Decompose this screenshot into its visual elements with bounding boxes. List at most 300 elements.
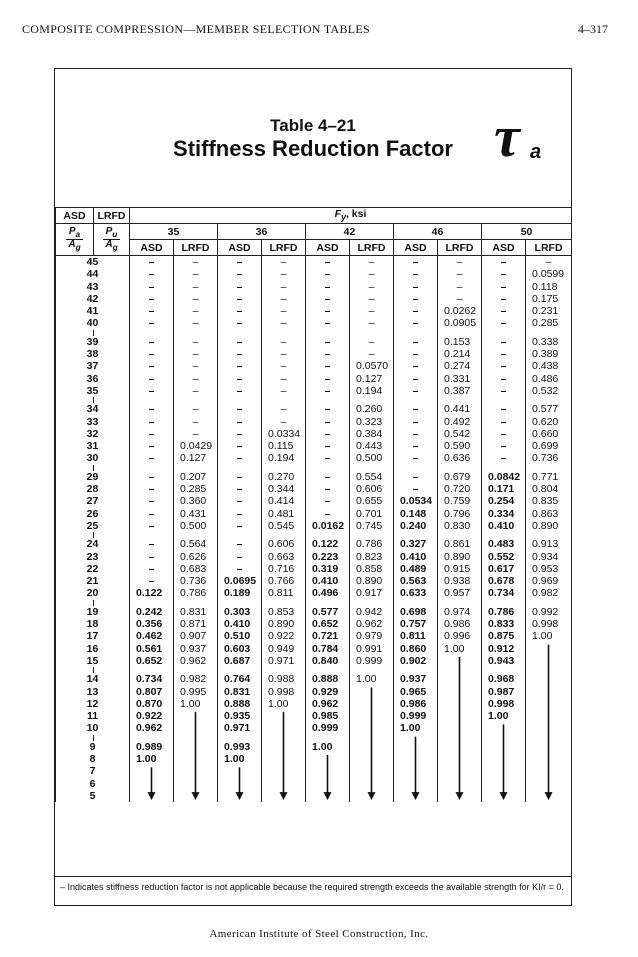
table-row xyxy=(56,508,572,520)
stiffness-table xyxy=(55,207,572,802)
asd-value-cell: – xyxy=(218,538,262,550)
asd-value-cell xyxy=(482,790,526,802)
asd-top-header: ASD xyxy=(56,208,94,224)
asd-value-cell: – xyxy=(306,348,350,360)
lrfd-value-cell: 0.683 xyxy=(174,563,218,575)
asd-value-cell: 0.240 xyxy=(394,520,438,532)
lrfd-value-cell: 0.996 xyxy=(438,630,482,642)
ratio-cell: 13 xyxy=(56,686,130,698)
lrfd-value-cell xyxy=(262,753,306,765)
asd-value-cell xyxy=(218,790,262,802)
asd-value-cell: – xyxy=(306,452,350,464)
lrfd-value-cell xyxy=(262,741,306,753)
asd-value-cell: – xyxy=(306,360,350,372)
lrfd-value-cell: 0.949 xyxy=(262,643,306,655)
asd-value-cell: – xyxy=(218,428,262,440)
asd-value-cell: – xyxy=(306,256,350,269)
lrfd-value-cell: 0.679 xyxy=(438,471,482,483)
asd-value-cell: 0.698 xyxy=(394,606,438,618)
asd-value-cell: – xyxy=(482,428,526,440)
lrfd-value-cell: 0.545 xyxy=(262,520,306,532)
lrfd-value-cell: – xyxy=(438,293,482,305)
lrfd-value-cell: 0.231 xyxy=(526,305,572,317)
asd-value-cell: – xyxy=(394,416,438,428)
table-row xyxy=(56,722,572,734)
col-lrfd: LRFD xyxy=(526,240,572,256)
lrfd-value-cell xyxy=(526,673,572,685)
asd-value-cell: 0.971 xyxy=(218,722,262,734)
lrfd-value-cell: – xyxy=(350,281,394,293)
lrfd-value-cell xyxy=(438,753,482,765)
lrfd-value-cell: 0.962 xyxy=(174,655,218,667)
lrfd-value-cell: 1.00 xyxy=(262,698,306,710)
lrfd-value-cell: 0.443 xyxy=(350,440,394,452)
asd-value-cell xyxy=(306,753,350,765)
table-row xyxy=(56,256,572,269)
lrfd-top-header: LRFD xyxy=(94,208,130,224)
strength-50: 50 xyxy=(482,224,572,240)
lrfd-value-cell xyxy=(438,710,482,722)
asd-value-cell: – xyxy=(306,508,350,520)
lrfd-value-cell: 0.982 xyxy=(526,587,572,599)
asd-value-cell: – xyxy=(306,495,350,507)
ratio-cell: 44 xyxy=(56,268,130,280)
ratio-cell: 17 xyxy=(56,630,130,642)
lrfd-value-cell: 0.942 xyxy=(350,606,394,618)
lrfd-value-cell: 0.270 xyxy=(262,471,306,483)
ratio-cell: 32 xyxy=(56,428,130,440)
lrfd-value-cell: 0.384 xyxy=(350,428,394,440)
asd-value-cell: 0.462 xyxy=(130,630,174,642)
lrfd-value-cell xyxy=(350,778,394,790)
asd-value-cell: – xyxy=(218,293,262,305)
lrfd-value-cell: 0.937 xyxy=(174,643,218,655)
asd-value-cell: 0.986 xyxy=(394,698,438,710)
table-row xyxy=(56,373,572,385)
asd-value-cell: 0.993 xyxy=(218,741,262,753)
ratio-cell: 20 xyxy=(56,587,130,599)
lrfd-value-cell: 0.979 xyxy=(350,630,394,642)
asd-value-cell: – xyxy=(482,385,526,397)
ratio-cell: 6 xyxy=(56,778,130,790)
lrfd-value-cell: 0.938 xyxy=(438,575,482,587)
asd-value-cell: – xyxy=(130,551,174,563)
asd-value-cell xyxy=(130,778,174,790)
asd-value-cell: 0.254 xyxy=(482,495,526,507)
ratio-cell: 37 xyxy=(56,360,130,372)
lrfd-value-cell: 0.500 xyxy=(174,520,218,532)
asd-value-cell: – xyxy=(130,360,174,372)
lrfd-value-cell: 0.323 xyxy=(350,416,394,428)
ratio-cell: 39 xyxy=(56,336,130,348)
lrfd-value-cell xyxy=(438,698,482,710)
lrfd-value-cell: 0.115 xyxy=(262,440,306,452)
asd-value-cell: 0.687 xyxy=(218,655,262,667)
lrfd-value-cell: 0.153 xyxy=(438,336,482,348)
asd-value-cell: 0.999 xyxy=(394,710,438,722)
lrfd-value-cell: 0.0570 xyxy=(350,360,394,372)
table-row xyxy=(56,317,572,329)
lrfd-value-cell xyxy=(174,710,218,722)
table-row xyxy=(56,483,572,495)
asd-value-cell: – xyxy=(218,416,262,428)
asd-value-cell: 1.00 xyxy=(482,710,526,722)
lrfd-value-cell: – xyxy=(262,256,306,269)
lrfd-value-cell: 0.441 xyxy=(438,403,482,415)
lrfd-value-cell: – xyxy=(526,256,572,269)
lrfd-value-cell: 0.759 xyxy=(438,495,482,507)
ratio-cell: 14 xyxy=(56,673,130,685)
asd-value-cell: – xyxy=(482,317,526,329)
asd-value-cell: – xyxy=(306,471,350,483)
asd-value-cell: – xyxy=(394,360,438,372)
asd-value-cell: – xyxy=(130,373,174,385)
asd-value-cell: – xyxy=(218,551,262,563)
lrfd-value-cell: – xyxy=(350,256,394,269)
lrfd-value-cell: 0.720 xyxy=(438,483,482,495)
asd-value-cell: – xyxy=(306,268,350,280)
lrfd-value-cell: – xyxy=(174,416,218,428)
asd-value-cell: 1.00 xyxy=(306,741,350,753)
tau-symbol: τ xyxy=(494,104,520,169)
lrfd-value-cell xyxy=(350,698,394,710)
asd-value-cell: – xyxy=(482,305,526,317)
lrfd-value-cell: 1.00 xyxy=(526,630,572,642)
table-row xyxy=(56,655,572,667)
lrfd-value-cell xyxy=(438,722,482,734)
asd-value-cell xyxy=(482,741,526,753)
asd-value-cell: 1.00 xyxy=(130,753,174,765)
table-row xyxy=(56,618,572,630)
asd-value-cell xyxy=(130,790,174,802)
ratio-cell: 36 xyxy=(56,373,130,385)
asd-value-cell xyxy=(394,790,438,802)
asd-value-cell: – xyxy=(394,440,438,452)
lrfd-value-cell: 0.194 xyxy=(262,452,306,464)
lrfd-value-cell: 0.890 xyxy=(262,618,306,630)
lrfd-value-cell: 0.861 xyxy=(438,538,482,550)
strength-46: 46 xyxy=(394,224,482,240)
ratio-cell: 22 xyxy=(56,563,130,575)
table-row xyxy=(56,385,572,397)
lrfd-value-cell xyxy=(174,778,218,790)
asd-value-cell: – xyxy=(218,317,262,329)
asd-value-cell: – xyxy=(394,268,438,280)
lrfd-value-cell xyxy=(526,778,572,790)
asd-value-cell: – xyxy=(218,305,262,317)
asd-value-cell: 1.00 xyxy=(394,722,438,734)
lrfd-value-cell xyxy=(350,790,394,802)
asd-value-cell: – xyxy=(218,508,262,520)
asd-value-cell: – xyxy=(130,520,174,532)
lrfd-value-cell: – xyxy=(262,348,306,360)
table-row xyxy=(56,403,572,415)
lrfd-value-cell: – xyxy=(174,305,218,317)
table-row xyxy=(56,495,572,507)
asd-value-cell: – xyxy=(130,495,174,507)
ratio-cell: 23 xyxy=(56,551,130,563)
lrfd-value-cell: 0.971 xyxy=(262,655,306,667)
table-title: Stiffness Reduction Factor xyxy=(173,136,453,161)
ratio-cell: 11 xyxy=(56,710,130,722)
lrfd-value-cell xyxy=(526,643,572,655)
lrfd-value-cell: 0.577 xyxy=(526,403,572,415)
lrfd-value-cell: 0.907 xyxy=(174,630,218,642)
lrfd-value-cell: 0.492 xyxy=(438,416,482,428)
asd-value-cell: 0.985 xyxy=(306,710,350,722)
lrfd-value-cell: 0.934 xyxy=(526,551,572,563)
asd-value-cell: 0.999 xyxy=(306,722,350,734)
lrfd-value-cell xyxy=(350,722,394,734)
lrfd-value-cell xyxy=(262,765,306,777)
asd-value-cell: 0.603 xyxy=(218,643,262,655)
lrfd-value-cell xyxy=(526,698,572,710)
asd-value-cell xyxy=(394,778,438,790)
asd-value-cell: 0.721 xyxy=(306,630,350,642)
lrfd-value-cell: 0.811 xyxy=(262,587,306,599)
asd-value-cell: – xyxy=(130,538,174,550)
asd-value-cell: 0.734 xyxy=(482,587,526,599)
asd-value-cell: – xyxy=(306,483,350,495)
col-asd: ASD xyxy=(394,240,438,256)
asd-value-cell: 0.652 xyxy=(130,655,174,667)
publisher-footer: American Institute of Steel Construction, Inc. xyxy=(209,928,429,940)
asd-value-cell: – xyxy=(482,403,526,415)
lrfd-value-cell: 0.804 xyxy=(526,483,572,495)
lrfd-value-cell: 0.0905 xyxy=(438,317,482,329)
asd-value-cell: – xyxy=(306,440,350,452)
asd-value-cell: – xyxy=(394,428,438,440)
asd-value-cell: 0.833 xyxy=(482,618,526,630)
asd-value-cell: – xyxy=(218,336,262,348)
lrfd-value-cell: 0.745 xyxy=(350,520,394,532)
lrfd-value-cell: 0.766 xyxy=(262,575,306,587)
lrfd-value-cell xyxy=(174,753,218,765)
asd-value-cell xyxy=(130,765,174,777)
lrfd-value-cell: 0.957 xyxy=(438,587,482,599)
lrfd-value-cell xyxy=(438,741,482,753)
asd-value-cell: – xyxy=(394,471,438,483)
lrfd-value-cell xyxy=(526,790,572,802)
asd-value-cell: 0.764 xyxy=(218,673,262,685)
lrfd-value-cell: 0.590 xyxy=(438,440,482,452)
lrfd-value-cell: – xyxy=(438,281,482,293)
lrfd-value-cell: 0.0262 xyxy=(438,305,482,317)
lrfd-value-cell: – xyxy=(174,403,218,415)
asd-value-cell: – xyxy=(394,385,438,397)
lrfd-value-cell: 0.0334 xyxy=(262,428,306,440)
asd-value-cell: – xyxy=(482,373,526,385)
asd-value-cell: – xyxy=(394,373,438,385)
lrfd-value-cell: 0.922 xyxy=(262,630,306,642)
ratio-cell: 33 xyxy=(56,416,130,428)
lrfd-value-cell: – xyxy=(438,256,482,269)
asd-value-cell: 0.929 xyxy=(306,686,350,698)
lrfd-value-cell: 0.486 xyxy=(526,373,572,385)
asd-value-cell xyxy=(218,765,262,777)
asd-value-cell: 0.987 xyxy=(482,686,526,698)
asd-value-cell: – xyxy=(394,305,438,317)
lrfd-value-cell: – xyxy=(262,281,306,293)
lrfd-value-cell: 0.214 xyxy=(438,348,482,360)
lrfd-value-cell: – xyxy=(262,416,306,428)
asd-value-cell: – xyxy=(130,575,174,587)
lrfd-value-cell xyxy=(350,741,394,753)
lrfd-value-cell: 0.736 xyxy=(174,575,218,587)
asd-value-cell: 0.410 xyxy=(394,551,438,563)
lrfd-value-cell: – xyxy=(174,428,218,440)
lrfd-value-cell: 0.606 xyxy=(262,538,306,550)
asd-value-cell: – xyxy=(218,373,262,385)
lrfd-value-cell: 0.0599 xyxy=(526,268,572,280)
lrfd-value-cell xyxy=(526,753,572,765)
ratio-cell: 21 xyxy=(56,575,130,587)
asd-value-cell: 0.319 xyxy=(306,563,350,575)
lrfd-value-cell: 0.532 xyxy=(526,385,572,397)
asd-value-cell xyxy=(482,722,526,734)
lrfd-value-cell: 0.285 xyxy=(526,317,572,329)
asd-value-cell: – xyxy=(218,483,262,495)
table-row xyxy=(56,293,572,305)
lrfd-value-cell xyxy=(438,673,482,685)
ratio-cell: 34 xyxy=(56,403,130,415)
lrfd-value-cell: 0.863 xyxy=(526,508,572,520)
lrfd-value-cell xyxy=(438,790,482,802)
asd-value-cell: 0.483 xyxy=(482,538,526,550)
lrfd-value-cell xyxy=(526,765,572,777)
table-row xyxy=(56,268,572,280)
asd-value-cell: 0.0842 xyxy=(482,471,526,483)
ratio-cell: 10 xyxy=(56,722,130,734)
asd-value-cell: 0.510 xyxy=(218,630,262,642)
asd-value-cell: 0.122 xyxy=(306,538,350,550)
asd-value-cell: – xyxy=(482,293,526,305)
lrfd-value-cell: 0.360 xyxy=(174,495,218,507)
lrfd-value-cell: 0.853 xyxy=(262,606,306,618)
lrfd-value-cell xyxy=(262,722,306,734)
asd-value-cell: 0.561 xyxy=(130,643,174,655)
lrfd-value-cell: 1.00 xyxy=(438,643,482,655)
table-row xyxy=(56,753,572,765)
asd-value-cell: – xyxy=(306,416,350,428)
lrfd-value-cell: 0.118 xyxy=(526,281,572,293)
table-row xyxy=(56,538,572,550)
lrfd-value-cell: 0.481 xyxy=(262,508,306,520)
table-row xyxy=(56,336,572,348)
asd-value-cell xyxy=(482,778,526,790)
lrfd-value-cell: 0.500 xyxy=(350,452,394,464)
table-row xyxy=(56,281,572,293)
lrfd-value-cell: 0.974 xyxy=(438,606,482,618)
ratio-cell: 28 xyxy=(56,483,130,495)
col-asd: ASD xyxy=(306,240,350,256)
lrfd-value-cell xyxy=(526,710,572,722)
lrfd-value-cell: – xyxy=(262,385,306,397)
asd-value-cell: – xyxy=(130,336,174,348)
asd-value-cell: – xyxy=(306,403,350,415)
lrfd-value-cell: 0.663 xyxy=(262,551,306,563)
asd-value-cell: 0.189 xyxy=(218,587,262,599)
asd-value-cell: 0.563 xyxy=(394,575,438,587)
asd-value-cell: 0.122 xyxy=(130,587,174,599)
lrfd-value-cell: – xyxy=(438,268,482,280)
lrfd-value-cell: – xyxy=(350,305,394,317)
lrfd-value-cell: 0.542 xyxy=(438,428,482,440)
asd-value-cell: 0.989 xyxy=(130,741,174,753)
table-number: Table 4–21 xyxy=(270,116,356,135)
asd-value-cell: – xyxy=(130,471,174,483)
asd-value-cell xyxy=(394,753,438,765)
lrfd-value-cell: 0.701 xyxy=(350,508,394,520)
note-divider xyxy=(55,876,571,877)
strength-35: 35 xyxy=(130,224,218,240)
lrfd-value-cell: 0.438 xyxy=(526,360,572,372)
lrfd-value-cell: 0.991 xyxy=(350,643,394,655)
asd-value-cell: 0.303 xyxy=(218,606,262,618)
lrfd-value-cell: 0.655 xyxy=(350,495,394,507)
lrfd-value-cell: 0.890 xyxy=(438,551,482,563)
asd-value-cell: – xyxy=(218,385,262,397)
ratio-cell: 35 xyxy=(56,385,130,397)
asd-value-cell: 0.410 xyxy=(306,575,350,587)
asd-value-cell: – xyxy=(130,348,174,360)
asd-value-cell xyxy=(306,765,350,777)
table-row xyxy=(56,305,572,317)
asd-value-cell: – xyxy=(130,452,174,464)
lrfd-value-cell xyxy=(438,655,482,667)
asd-value-cell: – xyxy=(218,452,262,464)
lrfd-value-cell: 0.431 xyxy=(174,508,218,520)
lrfd-value-cell: 0.986 xyxy=(438,618,482,630)
lrfd-value-cell: – xyxy=(350,348,394,360)
lrfd-value-cell: 0.699 xyxy=(526,440,572,452)
asd-value-cell: 0.962 xyxy=(306,698,350,710)
lrfd-value-cell: 0.890 xyxy=(350,575,394,587)
lrfd-value-cell: – xyxy=(262,293,306,305)
table-row xyxy=(56,428,572,440)
lrfd-value-cell: – xyxy=(262,403,306,415)
strength-36: 36 xyxy=(218,224,306,240)
asd-value-cell xyxy=(394,741,438,753)
asd-value-cell: 0.811 xyxy=(394,630,438,642)
lrfd-value-cell: 0.786 xyxy=(350,538,394,550)
ratio-cell: 40 xyxy=(56,317,130,329)
lrfd-value-cell: – xyxy=(262,373,306,385)
asd-value-cell xyxy=(394,765,438,777)
asd-value-cell: – xyxy=(218,256,262,269)
lrfd-value-cell xyxy=(438,778,482,790)
asd-value-cell: 0.410 xyxy=(482,520,526,532)
page-number: 4–317 xyxy=(578,22,608,36)
lrfd-value-cell: 0.554 xyxy=(350,471,394,483)
asd-value-cell: 0.807 xyxy=(130,686,174,698)
asd-value-cell: – xyxy=(394,317,438,329)
lrfd-value-cell: 0.962 xyxy=(350,618,394,630)
lrfd-value-cell: – xyxy=(174,281,218,293)
ratio-cell: 18 xyxy=(56,618,130,630)
asd-value-cell: – xyxy=(306,385,350,397)
lrfd-value-cell xyxy=(526,686,572,698)
asd-value-cell: 0.784 xyxy=(306,643,350,655)
lrfd-value-cell: 0.917 xyxy=(350,587,394,599)
asd-value-cell: 0.888 xyxy=(218,698,262,710)
col-asd: ASD xyxy=(482,240,526,256)
ratio-cell: 38 xyxy=(56,348,130,360)
lrfd-value-cell: 0.771 xyxy=(526,471,572,483)
asd-value-cell: – xyxy=(130,440,174,452)
table-row xyxy=(56,587,572,599)
asd-value-cell: – xyxy=(130,293,174,305)
